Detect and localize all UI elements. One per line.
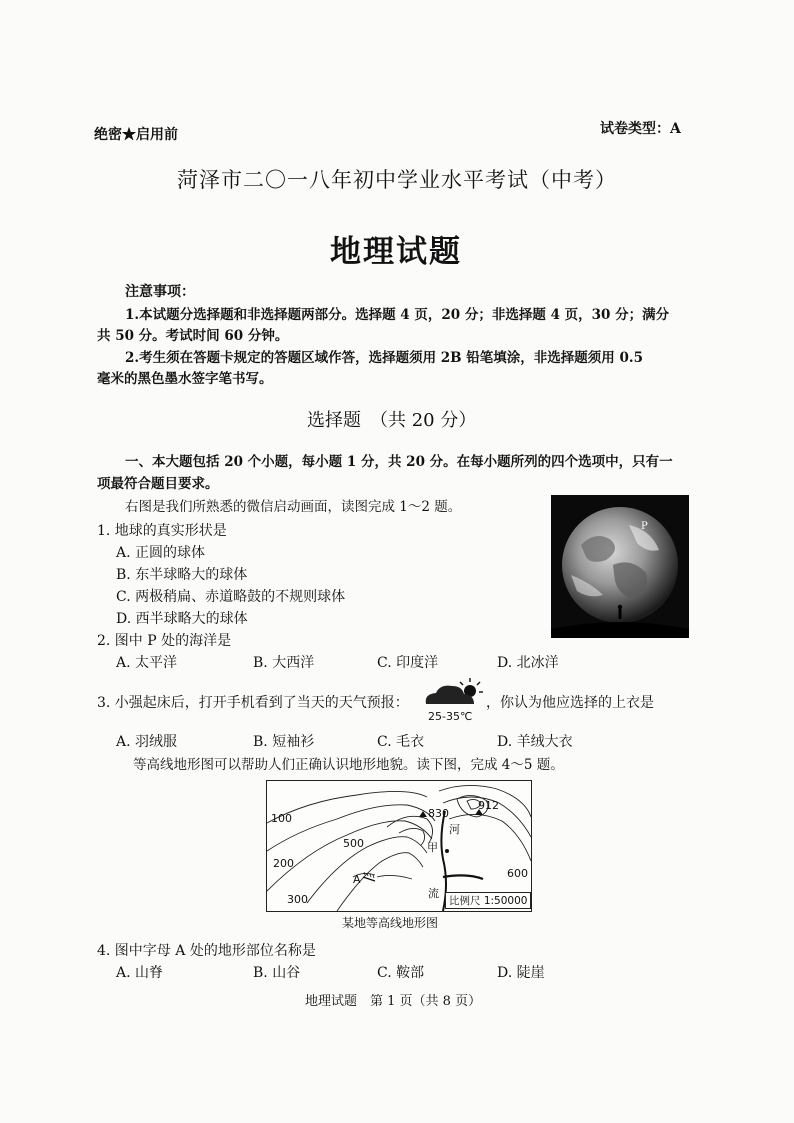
subject-title: 地理试题: [330, 234, 462, 270]
q1-option-d: D. 西半球略大的球体: [116, 611, 248, 627]
peak-label-912: 912: [478, 799, 499, 812]
q1-option-c: C. 两极稍扁、赤道略鼓的不规则球体: [116, 589, 346, 605]
q3-option-d: D. 羊绒大衣: [497, 734, 573, 750]
map-scale: 比例尺 1:50000: [445, 892, 531, 909]
weather-temperature: 25-35℃: [428, 710, 473, 723]
q2-option-d: D. 北冰洋: [497, 655, 559, 671]
q3-option-b: B. 短袖衫: [253, 734, 315, 750]
q4-option-a: A. 山脊: [116, 965, 164, 981]
weather-forecast-icon: [422, 678, 484, 708]
exam-title: 菏泽市二〇一八年初中学业水平考试（中考）: [177, 168, 617, 192]
section-title: 选择题 （共 20 分）: [307, 410, 477, 431]
contour-map-caption: 某地等高线地形图: [342, 916, 439, 930]
q1-stem: 1. 地球的真实形状是: [97, 523, 227, 539]
confidential-label: 绝密★启用前: [94, 127, 178, 143]
q1-option-a: A. 正圆的球体: [116, 545, 206, 561]
page-footer: 地理试题 第 1 页（共 8 页）: [305, 994, 482, 1009]
wechat-earth-photo: [551, 495, 689, 638]
q3-option-a: A. 羽绒服: [116, 734, 178, 750]
q3-stem-before: 3. 小强起床后，打开手机看到了当天的天气预报：: [97, 695, 409, 711]
contour-label-200: 200: [273, 857, 294, 870]
notice-item1-line2: 共 50 分。考试时间 60 分钟。: [97, 328, 289, 344]
photo-label-p: P: [641, 521, 648, 532]
contour-label-300: 300: [287, 893, 308, 906]
notice-item1-line1: 1.本试题分选择题和非选择题两部分。选择题 4 页，20 分；非选择题 4 页，30 分；满分: [125, 307, 670, 323]
q4-option-c: C. 鞍部: [377, 965, 425, 981]
q2-option-c: C. 印度洋: [377, 655, 439, 671]
q3-option-c: C. 毛衣: [377, 734, 425, 750]
contour-label-500: 500: [343, 837, 364, 850]
paper-type-label: 试卷类型：A: [600, 121, 681, 137]
q3-stem-after: ，你认为他应选择的上衣是: [486, 695, 654, 711]
q4-stem: 4. 图中字母 A 处的地形部位名称是: [97, 943, 316, 959]
section-instructions-line1: 一、本大题包括 20 个小题，每小题 1 分，共 20 分。在每小题所列的四个选项中，只有一: [125, 454, 673, 470]
q2-stem: 2. 图中 P 处的海洋是: [97, 633, 232, 649]
map-point-a-label: A: [353, 873, 361, 886]
notice-heading: 注意事项：: [125, 284, 195, 300]
notice-item2-line1: 2.考生须在答题卡规定的答题区域作答，选择题须用 2B 铅笔填涂，非选择题须用 0.5: [125, 350, 643, 366]
river-label-he: 河: [449, 823, 460, 836]
q2-option-a: A. 太平洋: [116, 655, 178, 671]
contour-map: [266, 780, 532, 912]
map-point-jia-label: 甲: [427, 841, 438, 854]
q2-option-b: B. 大西洋: [253, 655, 315, 671]
section-instructions-line2: 项最符合题目要求。: [97, 476, 219, 492]
point-jia-icon: [445, 849, 449, 853]
q1-option-b: B. 东半球略大的球体: [116, 567, 248, 583]
cloudy-sun-icon: [422, 678, 484, 708]
intro-q1-2: 右图是我们所熟悉的微信启动画面，读图完成 1～2 题。: [125, 499, 462, 515]
river-label-liu: 流: [428, 887, 439, 900]
earth-icon: [551, 495, 689, 638]
q4-option-b: B. 山谷: [253, 965, 301, 981]
q4-option-d: D. 陡崖: [497, 965, 545, 981]
notice-item2-line2: 毫米的黑色墨水签字笔书写。: [97, 371, 273, 387]
intro-q4-5: 等高线地形图可以帮助人们正确认识地形地貌。读下图，完成 4～5 题。: [133, 757, 564, 773]
contour-label-600: 600: [507, 867, 528, 880]
peak-label-830: 830: [428, 807, 449, 820]
contour-label-100: 100: [271, 812, 292, 825]
